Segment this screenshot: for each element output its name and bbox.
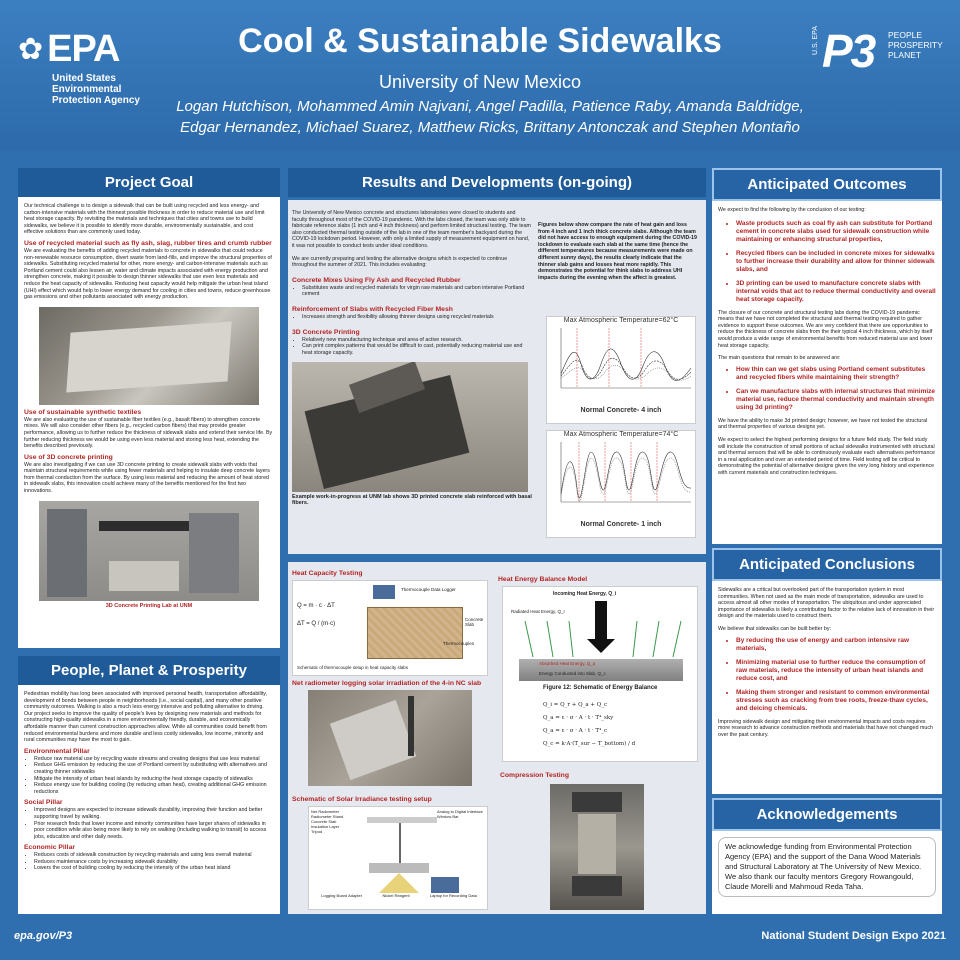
recycled-material-text: We are evaluating the benefits of adding recycled materials to concrete in sidewalks that could reduce non-renewable resource consumption, divert waste from land-fills, and improve the structural properties of sidewalks. Substituting recycled material for other, more energy- and carbon-intensive materials such as Portland cement could also lessen air, water and climate impacts associated with energy production and strengthen concrete, making it possible to design thinner sidewalks that use even less materials and reduce the heat capacity of sidewalks. Reducing heat capacity would help mitigate the urban heat island (UHI) effect which would help to lower energy demand for cooling in cities and towns, reduce greenhouse gas emissions and other pollutants associated with energy production. <box>24 247 272 301</box>
chart1-title: Max Atmospheric Temperature=62°C <box>563 317 679 324</box>
synthetic-textiles-text: We are also evaluating the use of sustainable fiber textiles (e.g., basalt fibers) to strengthen concrete mixes. We will also consider other fibers (e.g., recycled carbon fibers) that may provide greater performance, allowing us to further reduce the thickness of sidewalk slabs and extend their service life. By further reducing thickness we would be using even less material and storing less heat, extending the benefits described previously. <box>24 416 273 450</box>
social-pillar-list <box>24 807 274 840</box>
list-item: • Reduce energy use for building cooling (by reducing urban heat), creating additional GHG emission reductions <box>34 782 274 795</box>
solar-label: Laptop for Recording Data <box>429 893 477 898</box>
energy-balance-figure <box>502 586 698 762</box>
outcomes-panel <box>712 168 942 544</box>
project-goal-panel <box>18 168 280 648</box>
chart1-caption: Normal Concrete- 4 inch <box>580 407 662 414</box>
conclusions-intro: Sidewalks are a critical but overlooked part of the transportation system in most communities. When not used as the main mode of transportation, sidewalks are used to access almost all other modes of transportation. The ubiquitous and under appreciated importance of sidewalks is likely a contributing factor to the relative lack of innovation in their design and the materials used to construct them. <box>718 587 935 620</box>
slab-photo <box>39 307 259 405</box>
solar-label: Logging Board Adapter <box>321 893 363 898</box>
conclusions-better-by: We believe that sidewalks can be built better by: <box>718 625 831 632</box>
environmental-pillar-heading: Environmental Pillar <box>24 747 90 755</box>
p3-logo: U.S. EPA P3 PEOPLE PROSPERITY PLANET <box>812 25 943 77</box>
economic-pillar-list <box>24 852 274 872</box>
epa-wordmark: EPA <box>47 28 120 70</box>
results-panel <box>288 200 706 554</box>
list-item: • Can print complex patterns that would be difficult to cast, potentially reducing material use and heat storage capacity. <box>302 343 532 356</box>
results-evaluating: We are currently preparing and testing the alternative designs which is expected to continue throughout the summer of 2021. This includes evaluating: <box>292 255 508 269</box>
energy-equation: Q_a = ε · σ · A · t · T⁴_c <box>543 728 608 734</box>
list-item: • Reduces maintenance costs by increasing sidewalk durability <box>34 859 274 866</box>
list-item: • 3D printing can be used to manufacture concrete slabs with internal voids that act to reduce thermal conductivity and overall heat storage capacity. <box>736 280 936 304</box>
ppp-panel <box>18 656 280 914</box>
list-item: • Recycled fibers can be included in concrete mixes for sidewalks to further increase their durability and allow for thinner sidewalk slabs, and <box>736 250 936 274</box>
solar-label: Radiometer Stand <box>311 814 344 819</box>
slab-schematic <box>367 607 463 659</box>
list-item: • Lowers the cost of building cooling by reducing the intensity of the urban heat island <box>34 865 274 872</box>
solar-label: Tripod <box>311 829 323 834</box>
economic-pillar-heading: Economic Pillar <box>24 844 75 852</box>
data-logger-label: Thermocouple Data Logger <box>401 587 456 592</box>
list-item: • Mitigate the intensity of urban heat islands by reducing the heat storage capacity of sidewalks <box>34 776 274 783</box>
epa-flower-icon: ✿ <box>18 31 44 67</box>
list-item: • Reduce raw material use by recycling waste streams and creating designs that use less material <box>34 756 274 763</box>
results-3d-heading: 3D Concrete Printing <box>292 328 360 336</box>
radiometer-photo <box>308 690 472 786</box>
poster-subtitle: University of New Mexico <box>378 72 582 92</box>
synthetic-textiles-heading: Use of sustainable synthetic textiles <box>24 408 142 416</box>
heat-capacity-caption: Schematic of thermocouple setup in heat capacity slabs <box>297 665 409 670</box>
absorbed-energy-label: Absorbed Heat Energy, Q_a <box>539 661 596 666</box>
concrete-printing-heading: Use of 3D concrete printing <box>24 453 113 461</box>
list-item: • Substitutes waste and recycled materials for virgin raw materials and carbon intensive Portland cement <box>302 285 532 298</box>
heat-capacity-formula-1: Q = m · c · ΔT <box>297 603 335 609</box>
concrete-printing-text: We are also investigating if we can use 3D concrete printing to create sidewalk slabs with voids that maintain structural requirements while using fewer materials and helping to insulate deep concrete layers from thermal conduction from the surface. By using less material and reducing the amount of heat stored in sidewalk slabs, this innovation could achieve many of the benefits mentioned for the first two innovations. <box>24 461 270 495</box>
chart2-caption: Normal Concrete- 1 inch <box>580 521 662 528</box>
ppp-heading: People, Planet & Prosperity <box>18 656 280 685</box>
thermocouple-label: Thermocouples <box>443 641 475 646</box>
environmental-pillar-list <box>24 756 274 796</box>
compression-photo <box>550 784 644 910</box>
results-heading: Results and Developments (on-going) <box>288 168 706 197</box>
list-item: • Waste products such as coal fly ash can substitute for Portland cement in concrete slabs used for sidewalk construction while maintaining or enhancing structural properties, <box>736 220 936 244</box>
conclusions-closing: Improving sidewalk design and mitigating their environmental impacts and costs requires more research to advance construction methods and materials that have not changed much over the past century. <box>718 718 933 738</box>
chart2-title: Max Atmospheric Temperature=74°C <box>563 431 679 438</box>
list-item: • Reduces costs of sidewalk construction by recycling materials and using less overall material <box>34 852 274 859</box>
incoming-energy-label: Incoming Heat Energy, Q_i <box>553 591 617 597</box>
outcomes-printing-note: We have the ability to make 3d printed design; however, we have not tested the structural and thermal properties of various designs yet. <box>718 417 928 431</box>
energy-equation: Q_a = ε · σ · A · t · T⁴_sky <box>543 715 614 721</box>
solar-irradiance-figure <box>308 806 488 910</box>
data-logger-icon <box>373 585 395 599</box>
figure-note: Figures below show compare the rate of heat gain and loss from 4 inch and 1 inch thick concrete slabs. Although the team did not have access to enough equipment during the COVID-19 lockdown to evaluate each slab at the same time (hence the different temperatures because measurements were made on different sunny days), the results clearly indicate that the thinner slab gains and losses heat more rapidly. This demonstrates the potential for think slabs to address UHI impacts during the evening when the affect is greatest. <box>538 222 697 281</box>
energy-equation: Q_i = Q_r + Q_a + Q_c <box>543 702 608 708</box>
fiber-mesh-heading: Reinforcement of Slabs with Recycled Fiber Mesh <box>292 305 453 313</box>
energy-caption: Figure 12: Schematic of Energy Balance <box>543 685 658 691</box>
printed-slab-caption: Example work-in-progress at UNM lab shows 3D printed concrete slab reinforced with basal fibers. <box>292 494 532 507</box>
list-item: • Prior research finds that lower income and minority communities have larger shares of sidewalks in poor condition while also being more likely to rely on walking (including walking to transit) to access jobs, education and other daily needs. <box>34 821 274 841</box>
solar-label: Analog to Digital Interface <box>437 809 483 814</box>
solar-irradiance-heading: Schematic of Solar Irradiance testing setup <box>292 796 432 803</box>
list-item: • Can we manufacture slabs with internal structures that minimize material use, reduce thermal conductivity and maintain strength using 3d printing? <box>736 388 936 412</box>
conclusions-panel <box>712 548 942 794</box>
chart1-plot <box>547 324 695 402</box>
solar-label: Net Radiometer <box>311 809 340 814</box>
poster-title: Cool & Sustainable Sidewalks <box>238 22 722 60</box>
project-goal-intro: Our technical challenge is to design a sidewalk that can be built using recycled and less energy- and carbon-intensive materials with the thinnest possible thickness in order to reduce material use and limit heat storage capacity. By revisiting the materials and techniques that cities and towns use to build sidewalks, we believe it is possible to identify more durable, environmentally sustainable, and cost effective solutions than are commonly used today. <box>24 203 265 236</box>
footer-event: National Student Design Expo 2021 <box>761 930 946 942</box>
outcomes-list <box>718 220 936 304</box>
fly-ash-heading: Concrete Mixes Using Fly Ash and Recycled Rubber <box>292 276 461 284</box>
outcomes-intro: We expect to find the following by the conclusion of our testing: <box>718 207 866 213</box>
list-item: • Increases strength and flexibility allowing thinner designs using recycled materials <box>302 314 532 321</box>
solar-label: Nickel Reagent <box>382 893 410 898</box>
temp-chart-1inch <box>546 430 696 538</box>
poster-authors: Logan Hutchison, Mohammed Amin Najvani, Angel Padilla, Patience Raby, Amanda Baldridge, Edgar Hernandez, Michael Suarez, Matthew Ricks, Brittany Antonczak and Stephen Montaño <box>176 98 804 136</box>
list-item: • Improved designs are expected to increase sidewalk durability, improving their function and better supporting travel by walking. <box>34 807 274 820</box>
epa-logo <box>18 28 158 106</box>
solar-label: Window Bar <box>437 814 459 819</box>
compression-heading: Compression Testing <box>500 772 569 779</box>
radiometer-heading: Net radiometer logging solar irradiation of the 4-in NC slab <box>292 680 482 687</box>
chart2-plot <box>547 438 695 516</box>
list-item: • Reduce GHG emission by reducing the use of Portland cement by substituting with alternatives and creating thinner sidewalks <box>34 762 274 775</box>
printed-slab-photo <box>292 362 528 492</box>
outcomes-questions-intro: The main questions that remain to be answered are: <box>718 355 841 362</box>
outcomes-heading: Anticipated Outcomes <box>712 168 942 201</box>
ppp-intro: Pedestrian mobility has long been associated with improved personal health, transportation affordability, development of bonds between people in neighborhoods (i.e., social capital), and many other positive community outcomes. Walking is also a much less energy intensive and polluting alternative to driving. Our project seeks to improve the quality of people's lives by designing new materials and methods for constructing high-quality sidewalks in a more environmentally friendly, durable, and economically affordable manner than current construction approaches allow. While all communities could benefit from reduced environmental burdens and more durable and less costly sidewalks, low income, minority and rural communities may have the most to gain. <box>24 691 268 744</box>
conducted-energy-label: Energy Conducted into Slab, Q_c <box>539 671 606 676</box>
outcomes-closure: The closure of our concrete and structural testing labs during the COVID-19 pandemic means that we have not completed the structural and thermal testing required to gather evidence to support these outcomes. We are very confident that there are opportunities to reduce the thickness of concrete slabs from the their typical 4 inch thickness, which by itself would produce a wide range of environmental benefits from reduced material use and lower heat storage capacity. <box>718 309 933 349</box>
chart2-series-surface <box>561 452 691 498</box>
list-item: • How thin can we get slabs using Portland cement substitutes and recycled fibers while maintaining their strength? <box>736 366 936 382</box>
heat-capacity-formula-2: ΔT = Q / (m·c) <box>297 621 336 627</box>
conclusions-list <box>718 637 936 713</box>
project-goal-heading: Project Goal <box>18 168 280 197</box>
solar-label: Concrete Slab <box>311 819 337 824</box>
acknowledgements-text: We acknowledge funding from Environmental Protection Agency (EPA) and the support of the Dana Wood Materials and Structural Laboratory at The University of New Mexico. We also thank our faculty mentors Gregory Rowangould, Claude Morelli and Mahmoud Reda Taha. <box>718 837 936 897</box>
acknowledgements-heading: Acknowledgements <box>712 798 942 831</box>
epa-agency-name: United States Environmental Protection Agency <box>52 73 140 106</box>
solar-label: Insulation Layer <box>311 824 340 829</box>
list-item: • Relatively new manufacturing technique and area of active research. <box>302 337 532 344</box>
radiated-energy-label: Radiated Heat Energy, Q_r <box>511 609 565 614</box>
outcomes-field-study: We expect to select the highest performing designs for a future field study. The field study will include the construction of small portions of actual sidewalks instrumented with structural and thermal sensors that will be able to continuously evaluate each alternatives performance in a real application and over an extended period of time. Field testing will be critical to demonstrating the potential of alternative designs given the very long history and experience with current materials and construction techniques. <box>718 436 936 476</box>
recycled-material-heading: Use of recycled material such as fly ash, slag, rubber tires and crumb rubber <box>24 239 272 247</box>
slab-label: Concrete Slab <box>465 617 484 627</box>
outcomes-questions <box>718 366 936 412</box>
social-pillar-heading: Social Pillar <box>24 799 63 807</box>
list-item: • Making them stronger and resistant to common environmental stresses such as cracking from tree roots, freeze-thaw cycles, and deicing chemicals. <box>736 689 936 713</box>
list-item: • By reducing the use of energy and carbon intensive raw materials, <box>736 637 936 653</box>
footer-url: epa.gov/P3 <box>14 930 73 942</box>
results-lower-panel <box>288 562 706 914</box>
conclusions-heading: Anticipated Conclusions <box>712 548 942 581</box>
printing-lab-caption: 3D Concrete Printing Lab at UNM <box>105 602 193 609</box>
temp-chart-4inch <box>546 316 696 424</box>
list-item: • Minimizing material use to further reduce the consumption of raw materials, reduce the intensity of urban heat islands and reduce cost, and <box>736 659 936 683</box>
results-intro: The University of New Mexico concrete and structures laboratories were closed to students and faculty throughout most of the COVID-19 pandemic. With the labs closed, the team was only able to fabricate reference slabs (1 inch and 4 inch thickness) and perform limited structural testing. The team also conducted thermal testing outside of the lab in one of the team member's backyard during the COVID-19 lockdown period. However, with only a limited supply of measurement equipment on hand, it was not possible to conduct tests under ideal conditions. <box>292 210 531 249</box>
heat-capacity-figure <box>292 580 488 676</box>
energy-balance-heading: Heat Energy Balance Model <box>498 576 588 583</box>
energy-equation: Q_c = k·A·(T_sur − T_bottom) / d <box>543 741 636 747</box>
heat-capacity-heading: Heat Capacity Testing <box>292 570 363 577</box>
poster-header <box>0 0 960 150</box>
printing-lab-photo <box>39 501 259 601</box>
acknowledgements-panel <box>712 798 942 914</box>
